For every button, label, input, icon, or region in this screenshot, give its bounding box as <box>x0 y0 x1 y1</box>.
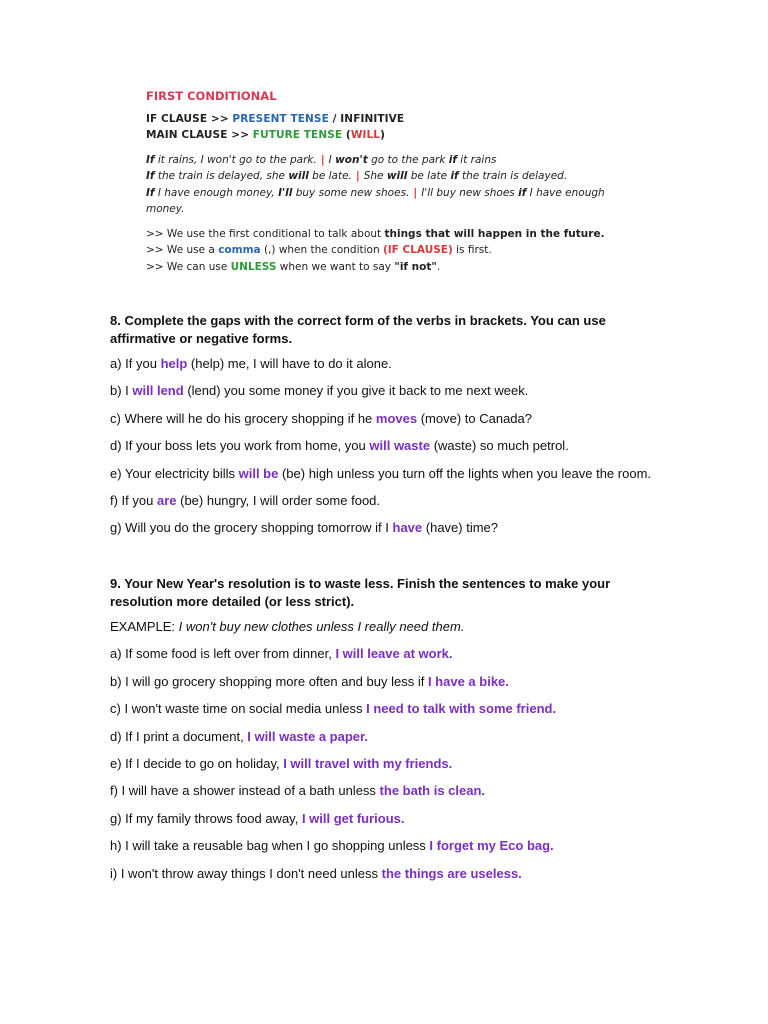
note-comma: comma <box>218 244 261 256</box>
will-close-paren: ) <box>380 129 385 141</box>
example-label: EXAMPLE: <box>110 619 179 634</box>
item-text: a) If some food is left over from dinner, <box>110 646 336 662</box>
example-text: buy some new shoes. <box>292 186 410 199</box>
example-text: be late. <box>308 170 352 182</box>
note-text: >> We use a <box>146 244 219 256</box>
item-text: (be) high unless you turn off the lights when you leave the room. <box>278 465 652 481</box>
example-if: If <box>146 153 155 166</box>
example-bold: will <box>386 170 408 182</box>
item-answer: I will get furious. <box>301 810 405 826</box>
grammar-note-1 <box>146 226 646 243</box>
item-answer: have <box>392 520 423 536</box>
item-answer: I have a bike. <box>427 673 509 689</box>
note-text: when we want to say <box>276 260 395 273</box>
example-separator: | <box>413 186 418 199</box>
note-text: >> We use the first conditional to talk about <box>146 227 385 240</box>
item-text: g) Will you do the grocery shopping tomorrow if I <box>110 520 393 536</box>
note-if-clause: (IF CLAUSE) <box>382 244 453 256</box>
item-text: b) I will go grocery shopping more often and buy less if <box>110 673 428 689</box>
item-answer: the bath is clean. <box>379 783 486 799</box>
exercise-9-item-b <box>110 673 670 700</box>
exercise-9-item-c <box>110 700 670 727</box>
item-text: d) If I print a document, <box>110 728 248 744</box>
example-text: She <box>363 170 387 182</box>
exercise-9-item-g <box>110 810 670 837</box>
item-text: g) If my family throws food away, <box>110 810 302 826</box>
grammar-notes <box>146 226 646 276</box>
example-bold: won't <box>335 153 368 166</box>
exercise-8 <box>110 312 670 547</box>
example-separator: | <box>320 153 325 166</box>
note-text: >> We can use <box>146 260 231 273</box>
example-if: if <box>448 153 457 166</box>
exercise-8-title: 8. Complete the gaps with the correct form of the verbs in brackets. You can use affirmative or negative forms. <box>110 313 606 346</box>
example-text: it rains <box>456 153 497 166</box>
if-clause-rule <box>146 111 646 128</box>
item-text: e) Your electricity bills <box>110 465 239 481</box>
example-if: If <box>146 170 155 182</box>
exercise-8-item-f <box>110 492 670 519</box>
item-text: (have) time? <box>422 520 499 536</box>
note-bold: things that will happen in the future. <box>384 227 605 240</box>
exercise-9-item-h <box>110 837 670 864</box>
future-tense-label: FUTURE TENSE <box>252 129 343 141</box>
item-answer: are <box>156 492 177 508</box>
example-text: the train is delayed, she <box>154 170 289 182</box>
item-text: f) If you <box>110 492 157 508</box>
item-answer: help <box>160 356 188 371</box>
exercise-9-item-f <box>110 782 670 809</box>
grammar-example-1 <box>146 152 646 169</box>
item-answer: will waste <box>369 438 431 454</box>
present-tense-label: PRESENT TENSE <box>232 112 329 125</box>
item-text: c) Where will he do his grocery shopping if he <box>110 410 376 426</box>
item-text: (waste) so much petrol. <box>430 438 569 454</box>
example-text: I'll buy new shoes <box>421 186 519 199</box>
example-text: I <box>328 153 336 166</box>
item-answer: I forget my Eco bag. <box>429 838 554 854</box>
exercise-8-item-d <box>110 437 670 464</box>
item-answer: I need to talk with some friend. <box>366 701 557 717</box>
note-if-not: "if not" <box>394 260 437 273</box>
item-answer: I will travel with my friends. <box>283 755 453 771</box>
item-text: h) I will take a reusable bag when I go shopping unless <box>110 838 430 854</box>
exercise-8-item-a <box>110 355 670 382</box>
item-text: a) If you <box>110 356 161 371</box>
note-text: (,) when the condition <box>260 244 383 256</box>
item-text: i) I won't throw away things I don't need unless <box>110 865 382 881</box>
item-answer: I will waste a paper. <box>247 728 368 744</box>
note-text: . <box>436 260 441 273</box>
exercise-8-item-e <box>110 465 670 492</box>
will-label: WILL <box>350 129 381 141</box>
grammar-rule-box <box>146 88 646 275</box>
item-text: c) I won't waste time on social media unless <box>110 701 367 717</box>
infinitive-label: / INFINITIVE <box>328 112 405 125</box>
item-answer: will be <box>238 465 279 481</box>
main-clause-rule <box>146 127 646 144</box>
exercise-8-item-b <box>110 382 670 409</box>
example-bold: I'll <box>278 186 293 199</box>
exercise-8-item-g <box>110 519 670 546</box>
note-unless: UNLESS <box>230 260 277 273</box>
example-if: If <box>146 186 155 199</box>
example-separator: | <box>355 170 360 182</box>
item-text: (help) me, I will have to do it alone. <box>187 356 392 371</box>
example-bold: will <box>288 170 309 182</box>
example-sentence: I won't buy new clothes unless I really need them. <box>178 619 465 634</box>
grammar-note-3 <box>146 259 646 276</box>
exercise-9-item-d <box>110 728 670 755</box>
exercise-9-title: 9. Your New Year's resolution is to waste less. Finish the sentences to make your resolution more detailed (or less strict). <box>110 576 611 609</box>
example-if: if <box>518 186 527 199</box>
exercise-9-example <box>110 618 670 645</box>
item-text: d) If your boss lets you work from home, you <box>110 438 370 454</box>
exercise-9-item-e <box>110 755 670 782</box>
exercise-9-item-i <box>110 865 670 892</box>
grammar-note-2 <box>146 242 646 259</box>
example-text: it rains, I won't go to the park. <box>154 153 317 166</box>
item-answer: will lend <box>132 383 184 399</box>
will-open-paren: ( <box>342 129 351 141</box>
grammar-examples <box>146 152 646 218</box>
item-text: f) I will have a shower instead of a bath unless <box>110 783 380 799</box>
example-if: if <box>450 170 459 182</box>
example-text: I have enough money. <box>146 186 605 215</box>
item-answer: I will leave at work. <box>335 646 453 662</box>
item-text: (be) hungry, I will order some food. <box>176 492 381 508</box>
grammar-example-2 <box>146 168 646 185</box>
exercise-9-item-a <box>110 645 670 672</box>
example-text: I have enough money, <box>154 186 279 199</box>
item-text: (move) to Canada? <box>417 410 533 426</box>
grammar-example-3 <box>146 185 646 218</box>
if-clause-label: IF CLAUSE >> <box>146 112 233 125</box>
item-text: e) If I decide to go on holiday, <box>110 755 284 771</box>
item-answer: moves <box>375 410 418 426</box>
example-text: be late <box>407 170 451 182</box>
example-text: the train is delayed. <box>458 170 568 182</box>
main-clause-label: MAIN CLAUSE >> <box>146 129 253 141</box>
item-text: (lend) you some money if you give it back to me next week. <box>183 383 529 399</box>
exercise-8-item-c <box>110 410 670 437</box>
item-answer: the things are useless. <box>381 865 522 881</box>
note-text: is first. <box>452 244 492 256</box>
example-text: go to the park <box>367 153 449 166</box>
exercise-9 <box>110 575 670 892</box>
grammar-title: FIRST CONDITIONAL <box>146 89 277 103</box>
item-text: b) I <box>110 383 133 399</box>
